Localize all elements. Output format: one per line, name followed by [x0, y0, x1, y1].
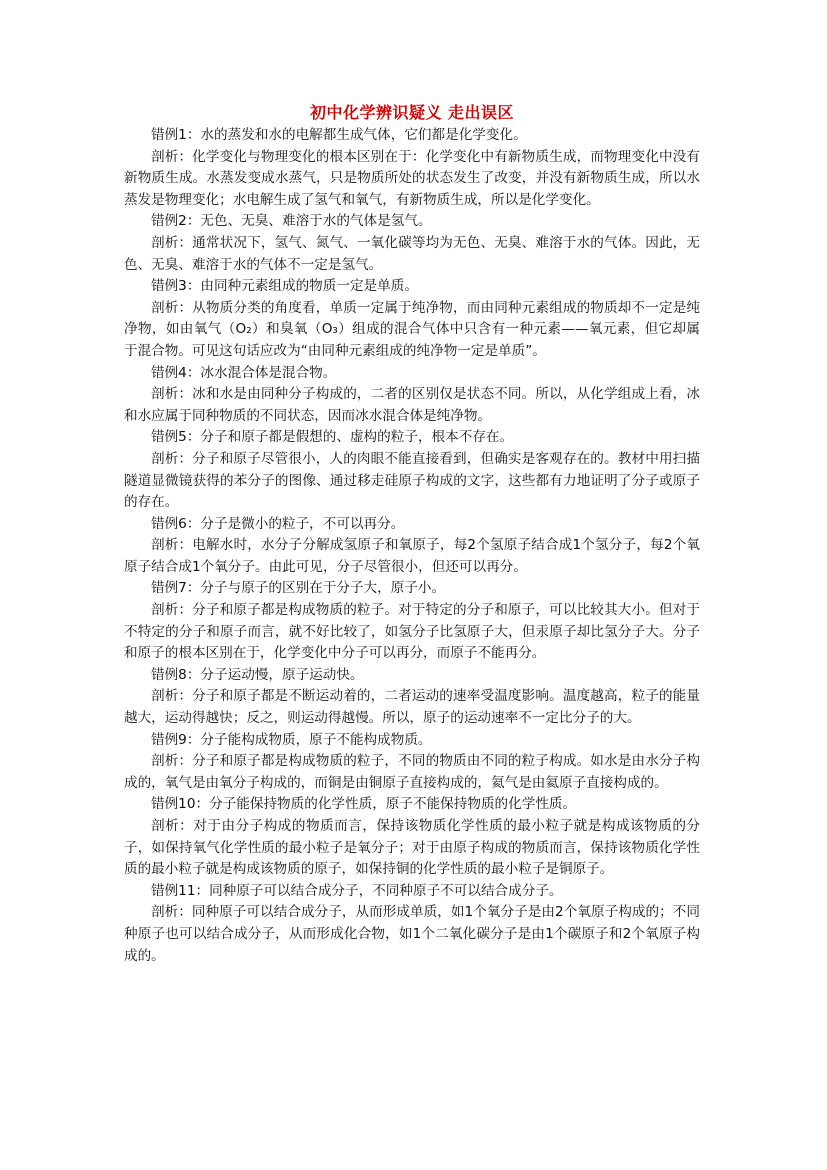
analysis-6: 剖析：电解水时，水分子分解成氢原子和氧原子，每2个氢原子结合成1个氢分子，每2个氧原子结合成1个氧分子。由此可见，分子尽管很小，但还可以再分。 — [124, 537, 700, 575]
analysis-2: 剖析：通常状况下，氢气、氮气、一氧化碳等均为无色、无臭、难溶于水的气体。因此，无色、无臭、难溶于水的气体不一定是氢气。 — [124, 234, 700, 273]
error-example-11: 错例11：同种原子可以结合成分子，不同种原子不可以结合成分子。 — [151, 882, 563, 899]
analysis-10: 剖析：对于由分子构成的物质而言，保持该物质化学性质的最小粒子就是构成该物质的分子，如保持氧气化学性质的最小粒子是氧分子；对于由原子构成的物质而言，保持该物质化学性质的最小粒子就是构成该物质的原子，如保持铜的化学性质的最小粒子是铜原子。 — [124, 818, 700, 878]
document-title: 初中化学辨识疑义 走出误区 — [309, 103, 515, 122]
error-example-4: 错例4：冰水混合体是混合物。 — [151, 364, 337, 381]
error-example-10: 错例10：分子能保持物质的化学性质，原子不能保持物质的化学性质。 — [151, 796, 577, 813]
analysis-7: 剖析：分子和原子都是构成物质的粒子。对于特定的分子和原子，可以比较其大小。但对于不特定的分子和原子而言，就不好比较了，如氢分子比氢原子大，但汞原子却比氢分子大。分子和原子的根本区别在于，化学变化中分子可以再分，而原子不能再分。 — [124, 602, 700, 662]
error-example-3: 错例3：由同种元素组成的物质一定是单质。 — [151, 278, 418, 295]
analysis-3: 剖析：从物质分类的角度看，单质一定属于纯净物，而由同种元素组成的物质却不一定是纯净物，如由氧气（O₂）和臭氧（O₃）组成的混合气体中只含有一种元素——氧元素，但它却属于混合物。可见这句话应改为“由同种元素组成的纯净物一定是单质”。 — [124, 299, 700, 359]
error-example-7: 错例7：分子与原子的区别在于分子大，原子小。 — [151, 580, 446, 597]
analysis-8: 剖析：分子和原子都是不断运动着的，二者运动的速率受温度影响。温度越高，粒子的能量越大，运动得越快；反之，则运动得越慢。所以，原子的运动速率不一定比分子的大。 — [124, 688, 700, 727]
document-page — [124, 100, 700, 967]
error-example-5: 错例5：分子和原子都是假想的、虚构的粒子，根本不存在。 — [151, 429, 514, 446]
error-example-9: 错例9：分子能构成物质，原子不能构成物质。 — [151, 731, 432, 748]
error-example-8: 错例8：分子运动慢，原子运动快。 — [151, 666, 364, 683]
error-example-2: 错例2：无色、无臭、难溶于水的气体是氢气。 — [151, 213, 432, 230]
analysis-4: 剖析：冰和水是由同种分子构成的，二者的区别仅是状态不同。所以，从化学组成上看，冰和水应属于同种物质的不同状态，因而冰水混合体是纯净物。 — [124, 386, 700, 424]
error-example-6: 错例6：分子是微小的粒子，不可以再分。 — [151, 515, 405, 532]
analysis-11: 剖析：同种原子可以结合成分子，从而形成单质，如1个氧分子是由2个氧原子构成的；不同种原子也可以结合成分子，从而形成化合物，如1个二氧化碳分子是由1个碳原子和2个氧原子构成的。 — [124, 904, 700, 964]
error-example-1: 错例1：水的蒸发和水的电解都生成气体，它们都是化学变化。 — [151, 127, 527, 143]
analysis-1: 剖析：化学变化与物理变化的根本区别在于：化学变化中有新物质生成，而物理变化中没有新物质生成。水蒸发变成水蒸气，只是物质所处的状态发生了改变，并没有新物质生成，所以水蒸发是物理变化；水电解生成了氢气和氧气，有新物质生成，所以是化学变化。 — [124, 148, 700, 208]
analysis-9: 剖析：分子和原子都是构成物质的粒子，不同的物质由不同的粒子构成。如水是由水分子构成的，氧气是由氧分子构成的，而铜是由铜原子直接构成的，氦气是由氦原子直接构成的。 — [124, 753, 700, 791]
analysis-5: 剖析：分子和原子尽管很小，人的肉眼不能直接看到，但确实是客观存在的。教材中用扫描隧道显微镜获得的苯分子的图像、通过移走硅原子构成的文字，这些都有力地证明了分子或原子的存在。 — [124, 450, 700, 511]
